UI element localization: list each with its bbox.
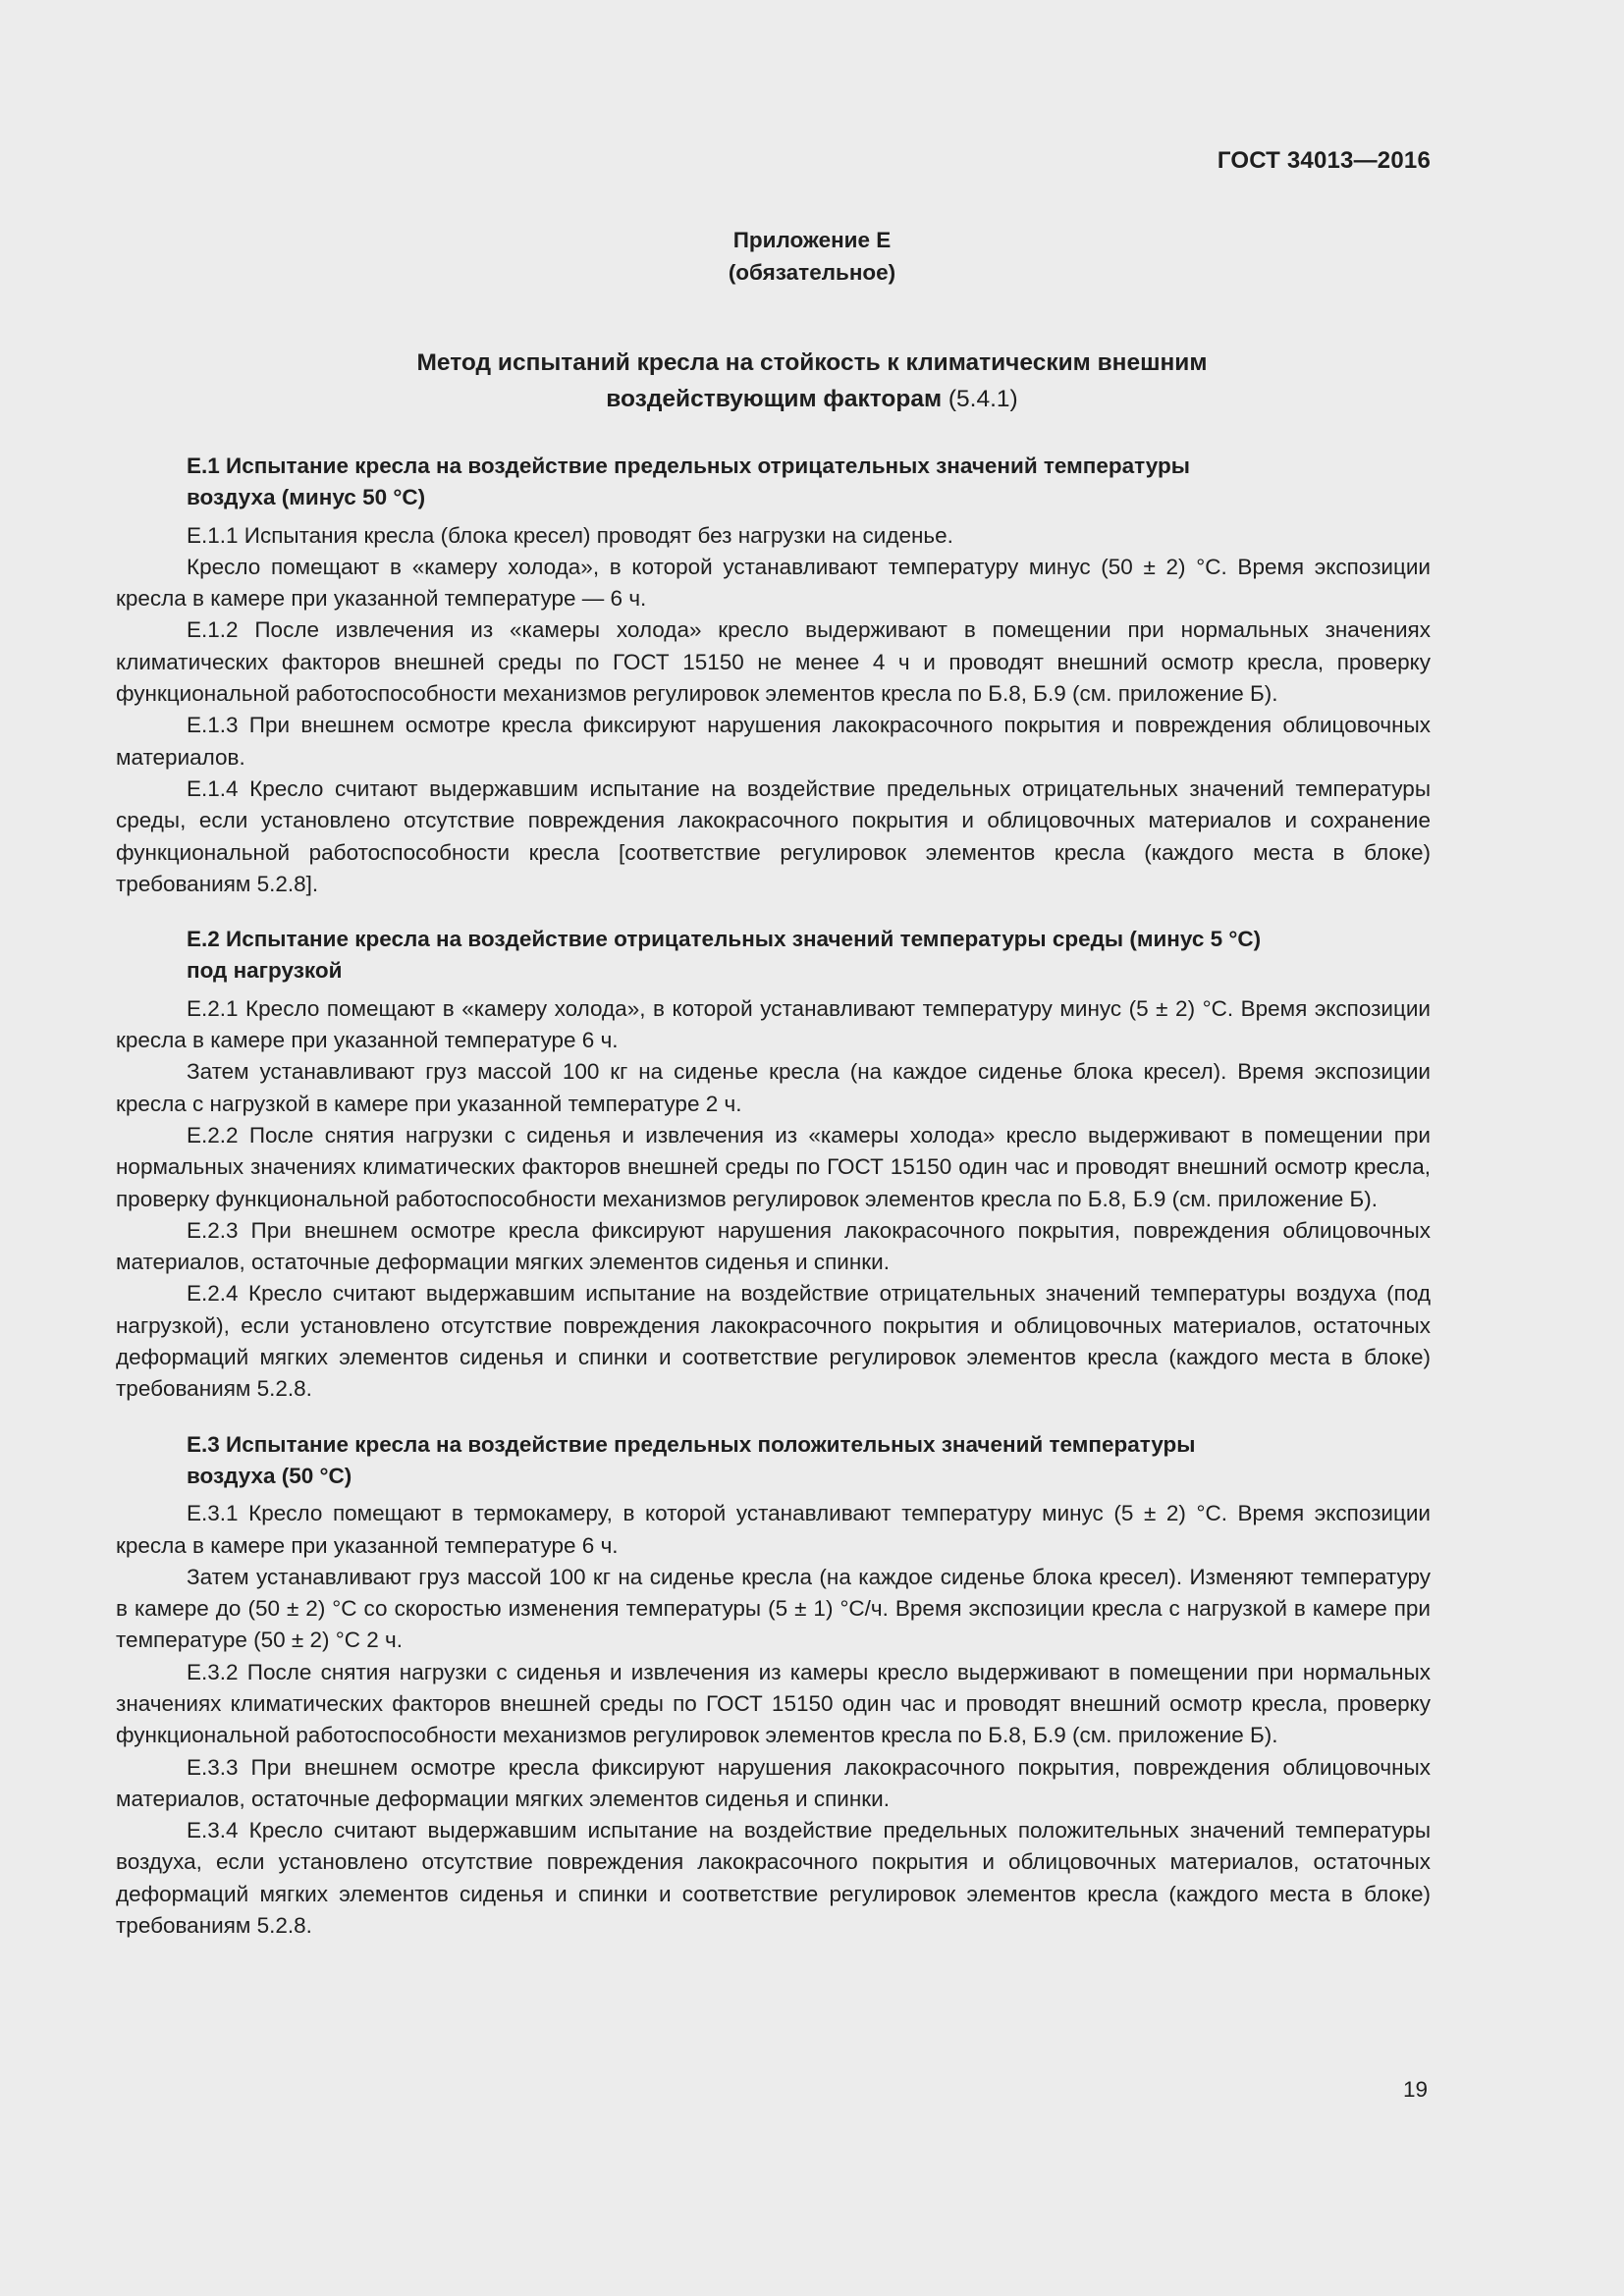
appendix-label: Приложение Е [732,228,892,252]
paragraph-e2-3: Е.2.3 При внешнем осмотре кресла фиксируют нарушения лакокрасочного покрытия, повреждения облицовочных материалов, остаточные деформации мягких элементов сиденья и спинки. [116,1217,1431,1275]
paragraph-e3-2: Е.3.2 После снятия нагрузки с сиденья и извлечения из камеры кресло выдерживают в помещении при нормальных значениях климатических факторов внешней среды по ГОСТ 15150 один час и проводят внешний осмотр кресла, проверку функциональной работоспособности механизмов регулировок элементов кресла по Б.8, Б.9 (см. приложение Б). [116,1659,1431,1748]
paragraph-e1-2: Е.1.2 После извлечения из «камеры холода» кресло выдерживают в помещении при нормальных значениях климатических факторов внешней среды по ГОСТ 15150 не менее 4 ч и проводят внешний осмотр кресла, проверку функциональной работоспособности механизмов регулировок элементов кресла по Б.8, Б.9 (см. приложение Б). [116,617,1431,707]
paragraph-e2-2: Е.2.2 После снятия нагрузки с сиденья и извлечения из «камеры холода» кресло выдерживают в помещении при нормальных значениях климатических факторов внешней среды по ГОСТ 15150 один час и проводят внешний осмотр кресла, проверку функциональной работоспособности механизмов регулировок элементов кресла по Б.8, Б.9 (см. приложение Б). [116,1122,1431,1211]
title-line-2-text: воздействующим факторам [606,386,943,412]
paragraph-e2-4: Е.2.4 Кресло считают выдержавшим испытание на воздействие отрицательных значений температуры воздуха (под нагрузкой), если установлено отсутствие повреждения лакокрасочного покрытия и облицовочных материалов, остаточных деформаций мягких элементов сиденья и спинки и соответствие регулировок элементов кресла (каждого места в блоке) требованиям 5.2.8. [116,1281,1431,1402]
paragraph-e1-4: Е.1.4 Кресло считают выдержавшим испытание на воздействие предельных отрицательных значений температуры среды, если установлено отсутствие повреждения лакокрасочного покрытия и облицовочных материалов и сохранение функциональной работоспособности кресла [соответствие регулировок элементов кресла (каждого места в блоке) требованиям 5.2.8]. [116,775,1431,896]
section-heading-line: Е.2 Испытание кресла на воздействие отрицательных значений температуры среды (минус 5 °С) [187,927,1262,952]
document-number: ГОСТ 34013—2016 [1217,147,1431,174]
page-number: 19 [1402,2077,1428,2102]
document-body [116,451,1431,1942]
appendix-title [0,345,1624,417]
section-heading-line: Е.3 Испытание кресла на воздействие предельных положительных значений температуры [187,1431,1196,1457]
paragraph-e2-1-cont: Затем устанавливают груз массой 100 кг на сиденье кресла (на каждое сиденье блока кресел). Время экспозиции кресла с нагрузкой в камере при указанной температуре 2 ч. [116,1059,1431,1116]
title-line-1: Метод испытаний кресла на стойкость к климатическим внешним [416,349,1208,376]
title-line-2 [0,381,1624,417]
section-heading-line: воздуха (50 °С) [187,1463,352,1488]
appendix-status: (обязательное) [728,260,896,285]
paragraph-e3-1-cont: Затем устанавливают груз массой 100 кг на сиденье кресла (на каждое сиденье блока кресел). Изменяют температуру в камере до (50 ± 2) °С со скоростью изменения температуры (5 ± 1) °С/ч. Время экспозиции кресла с нагрузкой в камере при температуре (50 ± 2) °С 2 ч. [116,1564,1431,1653]
section-heading-line: под нагрузкой [187,958,343,984]
section-heading-e2 [116,924,1431,988]
section-heading-e3 [116,1429,1431,1493]
paragraph-e1-1-cont: Кресло помещают в «камеру холода», в которой устанавливают температуру минус (50 ± 2) °С. Время экспозиции кресла в камере при указанной температуре — 6 ч. [116,554,1431,612]
paragraph-e3-1: Е.3.1 Кресло помещают в термокамеру, в которой устанавливают температуру минус (5 ± 2) °С. Время экспозиции кресла в камере при указанной температуре 6 ч. [116,1501,1431,1558]
section-heading-e1 [116,451,1431,514]
section-heading-line: воздуха (минус 50 °С) [187,485,426,510]
paragraph-e1-3: Е.1.3 При внешнем осмотре кресла фиксируют нарушения лакокрасочного покрытия и повреждения облицовочных материалов. [116,713,1431,770]
paragraph-e2-1: Е.2.1 Кресло помещают в «камеру холода», в которой устанавливают температуру минус (5 ± 2) °С. Время экспозиции кресла в камере при указанной температуре 6 ч. [116,995,1431,1053]
paragraph-e3-4: Е.3.4 Кресло считают выдержавшим испытание на воздействие предельных положительных значений температуры воздуха, если установлено отсутствие повреждения лакокрасочного покрытия и облицовочных материалов, остаточных деформаций мягких элементов сиденья и спинки и соответствие регулировок элементов кресла (каждого места в блоке) требованиям 5.2.8. [116,1818,1431,1939]
paragraph-e1-1: Е.1.1 Испытания кресла (блока кресел) проводят без нагрузки на сиденье. [187,522,953,548]
section-heading-line: Е.1 Испытание кресла на воздействие предельных отрицательных значений температуры [187,454,1190,478]
paragraph-e3-3: Е.3.3 При внешнем осмотре кресла фиксируют нарушения лакокрасочного покрытия, повреждения облицовочных материалов, остаточные деформации мягких элементов сиденья и спинки. [116,1754,1431,1811]
appendix-heading [0,224,1624,289]
title-clause-reference: (5.4.1) [942,386,1018,412]
